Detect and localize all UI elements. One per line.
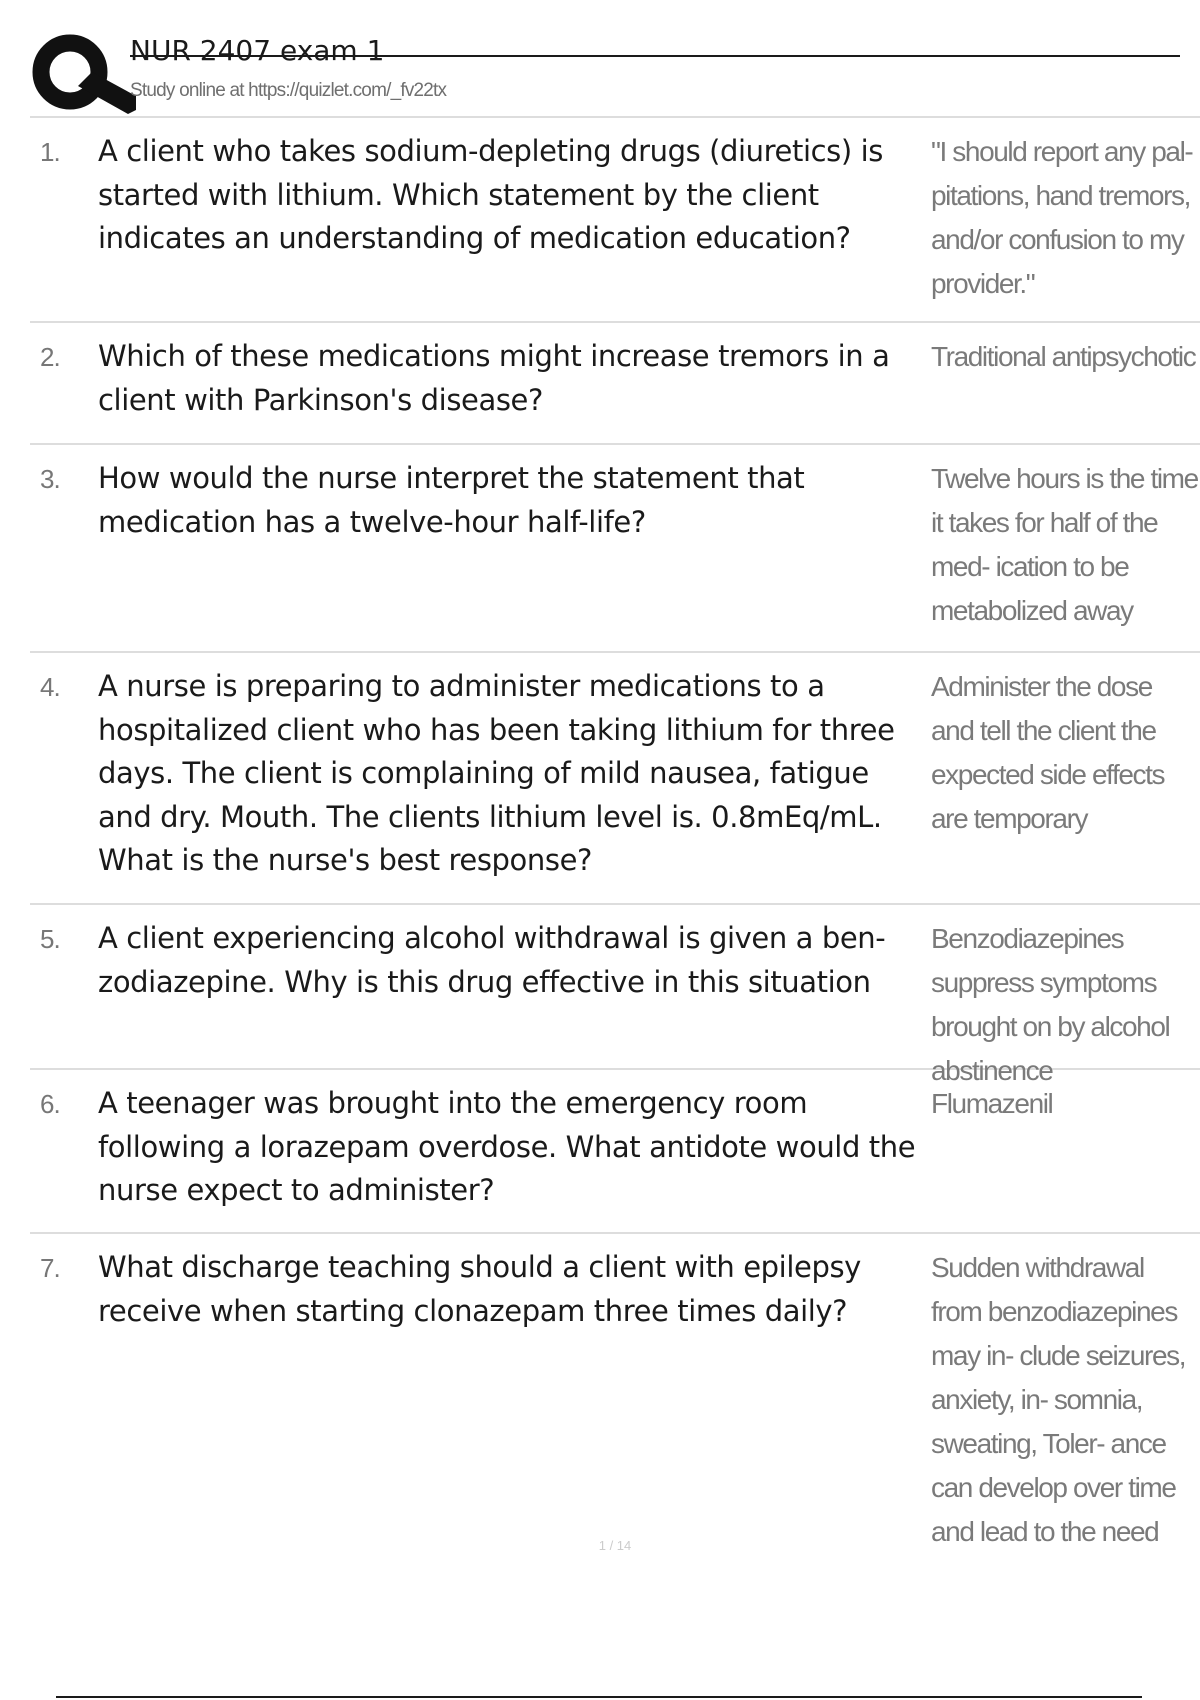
card-question: A teenager was brought into the emergency room following a lorazepam overdose. What antidote would the nurse expect to administer? [98,1086,916,1207]
page-number: 1 / 14 [598,1538,632,1553]
page-header [30,28,1200,118]
card-answer: Flumazenil [931,1088,1053,1119]
card-question: A nurse is preparing to administer medications to a hospitalized client who has been taking lithium for three days. The client is complaining of mild nausea, fatigue and dry. Mouth. The clients lithium level is. 0.8mEq/mL. What is the nurse's best response? [98,669,895,877]
document-title: NUR 2407 exam 1 [130,34,385,67]
flashcard-row [30,445,1200,653]
card-question: A client who takes sodium-depleting drugs (diuretics) is started with lithium. Which statement by the client indicates an understanding of medication education? [98,134,883,255]
flashcard-row [30,118,1200,323]
card-question: A client experiencing alcohol withdrawal is given a ben- zodiazepine. Why is this drug effective in this situation [98,921,886,999]
card-number: 3. [40,464,60,494]
quizlet-logo-icon [32,32,140,116]
card-answer: Twelve hours is the time it takes for half of the med- ication to be metabolized away [931,463,1198,626]
card-question: What discharge teaching should a client with epilepsy receive when starting clonazepam three times daily? [98,1250,861,1328]
card-answer: Benzodiazepines suppress symptoms brought on by alcohol abstinence [931,923,1170,1086]
flashcard-row [30,1070,1200,1234]
flashcard-row [30,653,1200,905]
card-number: 5. [40,924,60,954]
card-answer: Sudden withdrawal from benzodiazepines may in- clude seizures, anxiety, in- somnia, sweating, Toler- ance can develop over time and lead to the need [931,1252,1186,1547]
flashcard-row [30,323,1200,445]
card-question: How would the nurse interpret the statement that medication has a twelve-hour half-life? [98,461,805,539]
card-answer: Traditional antipsychotic [931,341,1196,372]
card-number: 6. [40,1089,60,1119]
card-answer: "I should report any pal- pitations, hand tremors, and/or confusion to my provider." [931,136,1193,299]
footer-rule [56,1696,1142,1698]
card-number: 4. [40,672,60,702]
study-online-link[interactable]: Study online at https://quizlet.com/_fv22tx [130,80,447,101]
card-number: 7. [40,1253,60,1283]
flashcard-row [30,905,1200,1086]
card-answer: Administer the dose and tell the client the expected side effects are temporary [931,671,1165,834]
card-number: 2. [40,342,60,372]
card-number: 1. [40,137,60,167]
card-question: Which of these medications might increase tremors in a client with Parkinson's disease? [98,339,890,417]
